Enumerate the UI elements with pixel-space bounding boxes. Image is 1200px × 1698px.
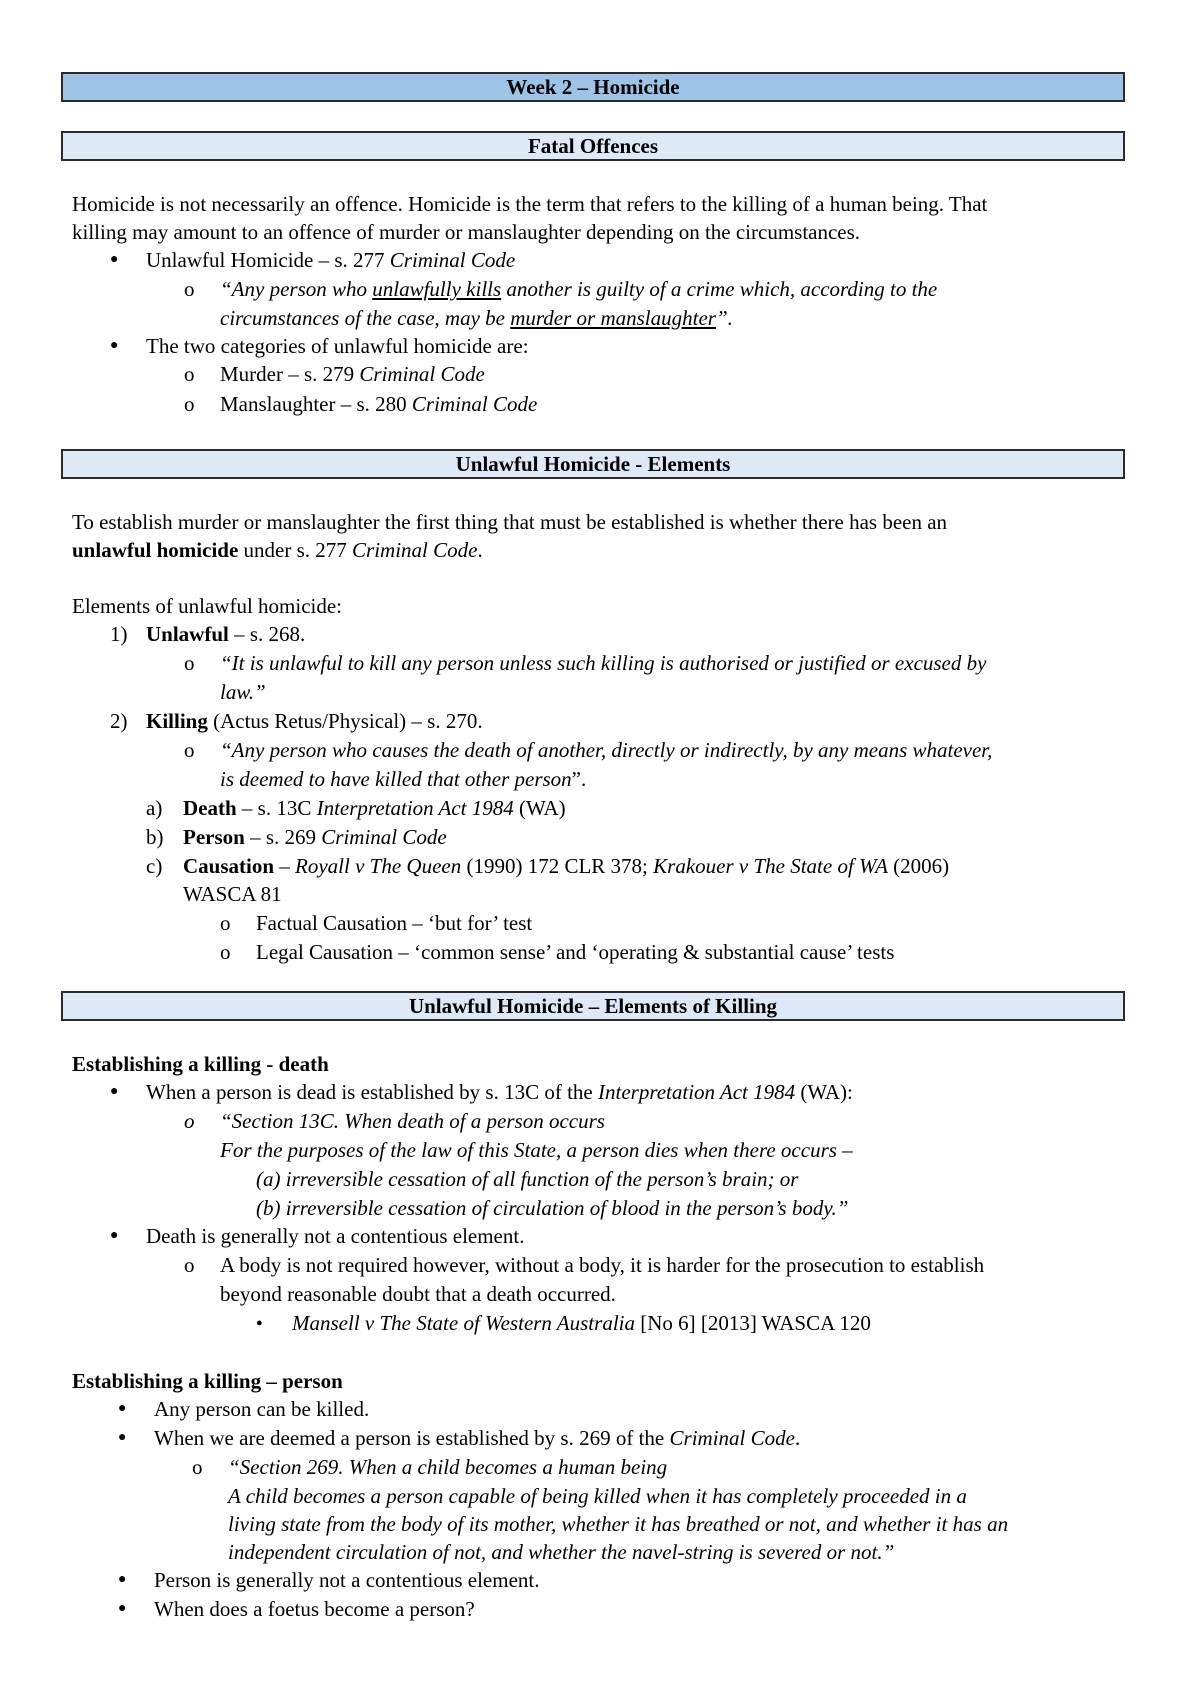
circle-bullet-icon: o — [184, 1253, 195, 1277]
bullet-icon: ● — [110, 338, 119, 353]
quote-line: is deemed to have killed that other person”. — [220, 767, 587, 791]
bullet-icon: ● — [110, 252, 119, 267]
quote-line: (a) irreversible cessation of all function of the person’s brain; or — [256, 1167, 799, 1191]
circle-bullet-icon: o — [184, 738, 195, 762]
list-item: Manslaughter – s. 280 Criminal Code — [220, 392, 538, 416]
quote-line: A child becomes a person capable of being killed when it has completely proceeded in a — [228, 1484, 967, 1508]
case-citation: Mansell v The State of Western Australia [No 6] [2013] WASCA 120 — [292, 1311, 871, 1335]
quote-line: “Section 13C. When death of a person occurs — [220, 1109, 605, 1133]
list-item: Death – s. 13C Interpretation Act 1984 (WA) — [183, 796, 566, 820]
section-header-elements: Unlawful Homicide - Elements — [61, 449, 1125, 479]
circle-bullet-icon: o — [220, 940, 231, 964]
subheading: Establishing a killing – person — [72, 1369, 343, 1393]
section-header-elements-of-killing: Unlawful Homicide – Elements of Killing — [61, 991, 1125, 1021]
paragraph-line: Elements of unlawful homicide: — [72, 594, 343, 618]
list-item: Death is generally not a contentious element. — [146, 1224, 525, 1248]
quote-line: independent circulation of not, and whether the navel-string is severed or not.” — [228, 1540, 895, 1564]
quote-line: circumstances of the case, may be murder or manslaughter”. — [220, 306, 733, 330]
circle-bullet-icon: o — [184, 362, 195, 386]
list-letter: b) — [146, 825, 164, 849]
list-item: Any person can be killed. — [154, 1397, 370, 1421]
paragraph-line: unlawful homicide under s. 277 Criminal Code. — [72, 538, 483, 562]
list-item: Murder – s. 279 Criminal Code — [220, 362, 485, 386]
circle-bullet-icon: o — [184, 392, 195, 416]
square-bullet-icon: ● — [256, 1317, 263, 1329]
section-header-fatal-offences: Fatal Offences — [61, 131, 1125, 161]
quote-line: “Any person who causes the death of another, directly or indirectly, by any means whatever, — [220, 738, 993, 762]
list-item: Causation – Royall v The Queen (1990) 172 CLR 378; Krakouer v The State of WA (2006) — [183, 854, 950, 878]
quote-line: “It is unlawful to kill any person unless such killing is authorised or justified or excused by — [220, 651, 987, 675]
section-header-week: Week 2 – Homicide — [61, 72, 1125, 102]
list-item: Unlawful – s. 268. — [146, 622, 306, 646]
bullet-icon: ● — [110, 1084, 119, 1099]
circle-bullet-icon: o — [184, 651, 195, 675]
bullet-icon: ● — [118, 1601, 127, 1616]
quote-line: living state from the body of its mother, whether it has breathed or not, and whether it has an — [228, 1512, 1009, 1536]
list-item: The two categories of unlawful homicide are: — [146, 334, 529, 358]
paragraph-line: To establish murder or manslaughter the first thing that must be established is whether there has been an — [72, 510, 948, 534]
list-item: WASCA 81 — [183, 882, 282, 906]
paragraph-line: killing may amount to an offence of murder or manslaughter depending on the circumstances. — [72, 220, 861, 244]
list-item: When a person is dead is established by s. 13C of the Interpretation Act 1984 (WA): — [146, 1080, 853, 1104]
bullet-icon: ● — [118, 1430, 127, 1445]
list-item: Legal Causation – ‘common sense’ and ‘operating & substantial cause’ tests — [256, 940, 895, 964]
quote-line: law.” — [220, 680, 266, 704]
list-item: When we are deemed a person is established by s. 269 of the Criminal Code. — [154, 1426, 801, 1450]
circle-bullet-icon: o — [184, 1109, 195, 1133]
subheading: Establishing a killing - death — [72, 1052, 329, 1076]
bullet-icon: ● — [118, 1401, 127, 1416]
circle-bullet-icon: o — [192, 1455, 203, 1479]
list-item: Killing (Actus Retus/Physical) – s. 270. — [146, 709, 483, 733]
circle-bullet-icon: o — [220, 911, 231, 935]
list-item: Unlawful Homicide – s. 277 Criminal Code — [146, 248, 516, 272]
quote-line: (b) irreversible cessation of circulation of blood in the person’s body.” — [256, 1196, 849, 1220]
list-item: Person – s. 269 Criminal Code — [183, 825, 447, 849]
list-item: Factual Causation – ‘but for’ test — [256, 911, 533, 935]
quote-line: For the purposes of the law of this State, a person dies when there occurs – — [220, 1138, 853, 1162]
circle-bullet-icon: o — [184, 277, 195, 301]
list-letter: a) — [146, 796, 163, 820]
quote-line: “Section 269. When a child becomes a human being — [228, 1455, 668, 1479]
list-number: 1) — [110, 622, 128, 646]
list-letter: c) — [146, 854, 163, 878]
list-number: 2) — [110, 709, 128, 733]
list-item: When does a foetus become a person? — [154, 1597, 475, 1621]
paragraph-line: Homicide is not necessarily an offence. Homicide is the term that refers to the killing of a human being. That — [72, 192, 988, 216]
list-item: Person is generally not a contentious element. — [154, 1568, 540, 1592]
list-item: beyond reasonable doubt that a death occurred. — [220, 1282, 616, 1306]
list-item: A body is not required however, without a body, it is harder for the prosecution to establish — [220, 1253, 985, 1277]
bullet-icon: ● — [118, 1572, 127, 1587]
bullet-icon: ● — [110, 1228, 119, 1243]
quote-line: “Any person who unlawfully kills another is guilty of a crime which, according to the — [220, 277, 938, 301]
